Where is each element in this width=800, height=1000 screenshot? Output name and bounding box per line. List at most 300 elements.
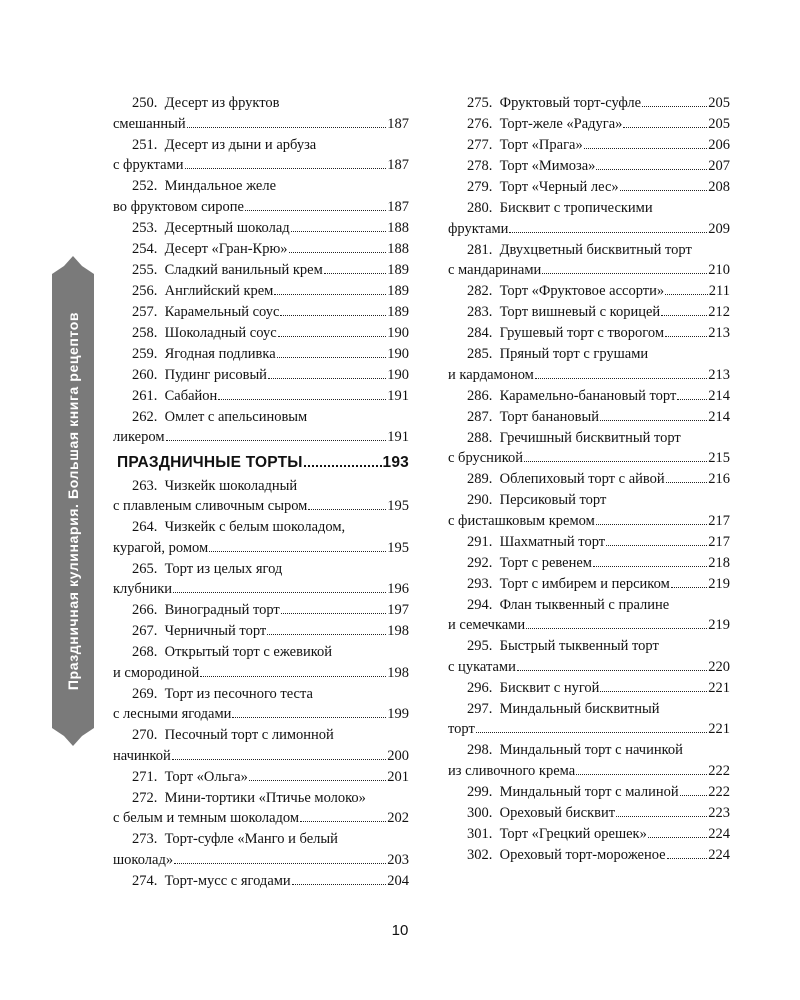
toc-entry[interactable] (113, 365, 409, 386)
entry-second-line (113, 496, 409, 517)
toc-entry[interactable] (113, 260, 409, 281)
entry-page: 196 (387, 581, 409, 597)
toc-entry[interactable] (113, 93, 409, 134)
entry-text-continued: во фруктовом сиропе (113, 198, 244, 215)
entry-page: 224 (708, 825, 730, 842)
entry-page: 197 (387, 602, 409, 618)
entry-number: 278. (467, 158, 493, 174)
entry-page: 208 (708, 179, 730, 195)
dot-leader (542, 273, 707, 274)
dot-leader (280, 315, 386, 316)
entry-text: Миндальное желе (164, 178, 277, 194)
entry-second-line (448, 260, 730, 281)
entry-title (467, 156, 595, 177)
entry-second-line (448, 615, 730, 636)
dot-leader (666, 482, 708, 483)
entry-page: 198 (387, 623, 409, 639)
entry-page: 205 (708, 95, 730, 111)
entry-title (467, 135, 583, 156)
entry-number: 268. (132, 644, 158, 660)
entry-page: 222 (708, 783, 730, 800)
entry-text: Песочный торт с лимонной (164, 727, 334, 743)
dot-leader (267, 634, 386, 635)
dot-leader (623, 127, 707, 128)
dot-leader (665, 294, 708, 295)
entry-number: 295. (467, 638, 493, 654)
dot-leader (671, 587, 707, 588)
entry-page: 189 (387, 303, 409, 320)
dot-leader (584, 148, 708, 149)
entry-text: Миндальный бисквитный (499, 700, 660, 717)
page-number: 10 (391, 922, 409, 939)
entry-first-line (113, 642, 409, 663)
entry-number: 294. (467, 596, 493, 613)
dot-leader (600, 420, 707, 421)
dot-leader (596, 169, 707, 170)
dot-leader (187, 127, 387, 128)
entry-text: Десерт из фруктов (164, 95, 280, 111)
toc-entry[interactable] (113, 344, 409, 365)
entry-title (467, 532, 605, 553)
toc-entry[interactable] (448, 740, 730, 781)
entry-second-line (113, 663, 409, 684)
entry-title (467, 302, 660, 323)
entry-page: 188 (387, 219, 409, 236)
toc-entry[interactable] (448, 302, 730, 323)
entry-page: 201 (387, 768, 409, 785)
entry-page: 204 (387, 872, 409, 889)
entry-text-continued: смешанный (113, 115, 186, 132)
dot-leader (281, 613, 386, 614)
entry-first-line (113, 788, 409, 809)
entry-second-line (113, 579, 409, 600)
dot-leader (268, 378, 386, 379)
entry-page: 221 (708, 721, 730, 737)
toc-entry[interactable] (448, 595, 730, 636)
toc-entry[interactable] (448, 574, 730, 595)
entry-text: Торт-мусс с ягодами (164, 872, 291, 889)
toc-entry[interactable] (113, 476, 409, 517)
entry-page: 190 (387, 324, 409, 341)
toc-right-column (448, 93, 730, 866)
entry-page: 205 (708, 116, 730, 132)
dot-leader (291, 231, 387, 232)
entry-title (132, 218, 290, 239)
toc-entry[interactable] (448, 281, 730, 302)
toc-entry[interactable] (113, 517, 409, 558)
entry-text: Пудинг рисовый (164, 366, 267, 383)
entry-text: Сладкий ванильный крем (164, 261, 323, 278)
entry-number: 292. (467, 554, 493, 571)
toc-entry[interactable] (448, 803, 730, 824)
entry-text: Десертный шоколад (164, 219, 290, 236)
entry-second-line (113, 850, 409, 871)
dot-leader (476, 732, 707, 733)
dot-leader (200, 676, 386, 677)
entry-number: 259. (132, 345, 158, 362)
entry-page: 195 (387, 539, 409, 556)
entry-text: Десерт из дыни и арбуза (164, 136, 317, 153)
dot-leader (600, 691, 707, 692)
entry-text: Торт «Фруктовое ассорти» (499, 283, 665, 299)
entry-second-line (113, 155, 409, 176)
toc-entry[interactable] (113, 642, 409, 683)
entry-number: 277. (467, 137, 493, 153)
entry-page: 203 (387, 851, 409, 868)
entry-page: 214 (708, 408, 730, 425)
dot-leader (300, 821, 386, 822)
entry-page: 213 (708, 366, 730, 383)
entry-number: 257. (132, 303, 158, 320)
toc-entry[interactable] (113, 725, 409, 766)
entry-number: 266. (132, 602, 158, 618)
entry-page: 189 (387, 282, 409, 299)
entry-text: Грушевый торт с творогом (499, 325, 665, 341)
entry-page: 222 (708, 762, 730, 779)
entry-text: Ореховый торт-мороженое (499, 846, 666, 863)
entry-page: 206 (708, 137, 730, 153)
toc-entry[interactable] (448, 323, 730, 344)
entry-text: Шахматный торт (499, 533, 606, 550)
entry-text: Открытый торт с ежевикой (164, 644, 333, 660)
toc-entry[interactable] (113, 135, 409, 176)
toc-entry[interactable] (448, 407, 730, 428)
entry-title (132, 386, 217, 407)
entry-text: Торт-желе «Радуга» (499, 116, 623, 132)
entry-second-line (448, 511, 730, 532)
entry-text: Облепиховый торт с айвой (499, 471, 665, 487)
entry-title (467, 407, 599, 428)
toc-entry[interactable] (448, 532, 730, 553)
dot-leader (596, 524, 707, 525)
entry-text: Карамельно-банановый торт (499, 387, 677, 404)
entry-number: 283. (467, 304, 493, 320)
toc-entry[interactable] (113, 600, 409, 621)
entry-number: 264. (132, 519, 158, 535)
dot-leader (680, 795, 708, 796)
entry-second-line (448, 719, 730, 740)
dot-leader (524, 461, 707, 462)
entry-page: 218 (708, 554, 730, 571)
entry-second-line (113, 114, 409, 135)
entry-text: Сабайон (164, 387, 218, 404)
entry-title (467, 678, 599, 699)
entry-page: 187 (387, 198, 409, 215)
entry-page: 191 (387, 429, 409, 445)
toc-entry[interactable] (448, 135, 730, 156)
entry-text: Торт вишневый с корицей (499, 304, 661, 320)
entry-page: 212 (708, 304, 730, 320)
entry-second-line (113, 538, 409, 559)
toc-entry[interactable] (448, 428, 730, 469)
toc-left-column (113, 93, 409, 892)
entry-title (467, 323, 664, 344)
entry-title (132, 239, 288, 260)
entry-second-line (113, 746, 409, 767)
entry-number: 258. (132, 324, 158, 341)
dot-leader (304, 465, 382, 467)
entry-text: Торт банановый (499, 408, 600, 425)
entry-text-continued: с брусникой (448, 450, 524, 466)
entry-second-line (448, 761, 730, 782)
dot-leader (289, 252, 387, 253)
toc-entry[interactable] (113, 767, 409, 788)
entry-page: 210 (708, 262, 730, 278)
toc-entry[interactable] (113, 302, 409, 323)
entry-page: 223 (708, 804, 730, 821)
entry-title (467, 469, 665, 490)
entry-number: 302. (467, 846, 493, 863)
entry-number: 272. (132, 789, 158, 806)
dot-leader (677, 399, 707, 400)
entry-text: Миндальный торт с начинкой (499, 742, 683, 758)
entry-first-line (113, 725, 409, 746)
entry-text: Гречишный бисквитный торт (499, 429, 681, 446)
entry-page: 200 (387, 747, 409, 764)
entry-first-line (448, 740, 730, 761)
toc-entry[interactable] (448, 177, 730, 198)
entry-text: Миндальный торт с малиной (499, 783, 679, 800)
entry-number: 273. (132, 831, 158, 847)
entry-text: Виноградный торт (164, 602, 280, 618)
entry-page: 191 (387, 387, 409, 404)
entry-text: Ореховый бисквит (499, 804, 616, 821)
toc-entry[interactable] (113, 176, 409, 217)
toc-entry[interactable] (448, 386, 730, 407)
entry-text-continued: с плавленым сливочным сыром (113, 498, 308, 514)
entry-second-line (448, 219, 730, 240)
toc-entry[interactable] (113, 239, 409, 260)
entry-title (132, 281, 273, 302)
entry-first-line (448, 428, 730, 449)
toc-entry[interactable] (113, 218, 409, 239)
entry-title (467, 803, 615, 824)
toc-entry[interactable] (448, 636, 730, 677)
entry-title (132, 871, 291, 892)
entry-text: Омлет с апельсиновым (164, 408, 308, 425)
entry-number: 255. (132, 261, 158, 278)
entry-text-continued: шоколад» (113, 851, 174, 868)
entry-text: Шоколадный соус (164, 324, 277, 341)
entry-text: Торт из целых ягод (164, 560, 283, 577)
dot-leader (606, 545, 707, 546)
toc-section-heading[interactable] (117, 451, 409, 474)
entry-text-continued: курагой, ромом (113, 539, 209, 556)
entry-number: 285. (467, 346, 493, 362)
entry-first-line (448, 595, 730, 616)
entry-number: 286. (467, 387, 493, 404)
entry-first-line (448, 699, 730, 720)
entry-page: 214 (708, 387, 730, 404)
entry-number: 270. (132, 727, 158, 743)
entry-number: 263. (132, 477, 158, 494)
entry-number: 300. (467, 804, 493, 821)
dot-leader (218, 399, 386, 400)
toc-entry[interactable] (448, 490, 730, 531)
entry-number: 271. (132, 768, 158, 785)
toc-entry[interactable] (448, 198, 730, 239)
entry-text: Чизкейк с белым шоколадом, (164, 519, 346, 535)
entry-first-line (448, 636, 730, 657)
toc-entry[interactable] (113, 788, 409, 829)
entry-title (467, 782, 679, 803)
entry-text-continued: ликером (113, 429, 165, 445)
dot-leader (277, 357, 387, 358)
entry-first-line (113, 407, 409, 428)
dot-leader (249, 780, 386, 781)
entry-text: Торт «Ольга» (164, 768, 248, 785)
entry-text-continued: с белым и темным шоколадом (113, 810, 300, 826)
entry-text-continued: и смородиной (113, 664, 200, 681)
entry-title (132, 767, 248, 788)
toc-entry[interactable] (448, 824, 730, 845)
toc-entry[interactable] (448, 93, 730, 114)
section-page: 193 (382, 453, 409, 471)
dot-leader (172, 759, 387, 760)
entry-page: 188 (387, 240, 409, 257)
entry-text: Торт «Мимоза» (499, 158, 596, 174)
entry-text-continued: с фисташковым кремом (448, 512, 595, 529)
entry-text-continued: и кардамоном (448, 366, 534, 383)
entry-first-line (113, 476, 409, 497)
entry-title (467, 553, 592, 574)
entry-title (467, 114, 622, 135)
entry-text: Торт «Черный лес» (499, 179, 619, 195)
toc-entry[interactable] (113, 829, 409, 870)
entry-title (467, 824, 647, 845)
toc-entry[interactable] (448, 699, 730, 740)
entry-page: 220 (708, 658, 730, 675)
entry-page: 187 (387, 115, 409, 132)
entry-title (132, 302, 279, 323)
toc-entry[interactable] (448, 782, 730, 803)
entry-number: 267. (132, 623, 158, 639)
entry-number: 260. (132, 366, 158, 383)
entry-page: 189 (387, 261, 409, 278)
dot-leader (517, 670, 707, 671)
entry-second-line (448, 365, 730, 386)
entry-page: 215 (708, 450, 730, 466)
entry-text: Торт «Грецкий орешек» (499, 825, 647, 842)
entry-page: 190 (387, 366, 409, 383)
entry-text: Фруктовый торт-суфле (499, 95, 642, 111)
dot-leader (665, 336, 707, 337)
dot-leader (593, 566, 707, 567)
toc-entry[interactable] (448, 553, 730, 574)
entry-number: 256. (132, 282, 158, 299)
dot-leader (620, 190, 708, 191)
entry-title (467, 281, 664, 302)
entry-number: 251. (132, 136, 158, 153)
entry-page: 211 (708, 283, 730, 299)
entry-number: 287. (467, 408, 493, 425)
entry-second-line (448, 657, 730, 678)
entry-number: 293. (467, 575, 493, 592)
toc-entry[interactable] (113, 871, 409, 892)
toc-entry[interactable] (448, 240, 730, 281)
entry-title (467, 93, 641, 114)
entry-number: 282. (467, 283, 493, 299)
dot-leader (245, 210, 386, 211)
toc-entry[interactable] (448, 469, 730, 490)
toc-entry[interactable] (448, 678, 730, 699)
dot-leader (278, 336, 387, 337)
toc-entry[interactable] (113, 621, 409, 642)
dot-leader (292, 884, 387, 885)
entry-text: Двухцветный бисквитный торт (499, 241, 692, 258)
entry-page: 209 (708, 220, 730, 237)
toc-entry[interactable] (448, 114, 730, 135)
entry-text: Черничный торт (164, 623, 267, 639)
entry-page: 190 (387, 345, 409, 362)
entry-number: 275. (467, 95, 493, 111)
entry-number: 253. (132, 219, 158, 236)
entry-number: 265. (132, 560, 158, 577)
toc-entry[interactable] (448, 156, 730, 177)
entry-text: Торт с ревенем (499, 554, 592, 571)
entry-number: 279. (467, 179, 493, 195)
entry-text-continued: фруктами (448, 220, 509, 237)
entry-text-continued: с мандаринами (448, 262, 542, 278)
toc-entry[interactable] (113, 407, 409, 448)
dot-leader (173, 592, 386, 593)
dot-leader (232, 717, 386, 718)
entry-number: 291. (467, 533, 493, 550)
dot-leader (535, 378, 707, 379)
entry-page: 216 (708, 471, 730, 487)
entry-first-line (113, 135, 409, 156)
toc-entry[interactable] (113, 281, 409, 302)
toc-entry[interactable] (448, 344, 730, 385)
entry-text-continued: из сливочного крема (448, 762, 576, 779)
entry-title (132, 600, 280, 621)
entry-number: 280. (467, 200, 493, 216)
entry-second-line (113, 197, 409, 218)
entry-number: 299. (467, 783, 493, 800)
dot-leader (174, 863, 386, 864)
entry-number: 252. (132, 178, 158, 194)
entry-text: Английский крем (164, 282, 274, 299)
entry-page: 217 (708, 533, 730, 550)
entry-first-line (448, 490, 730, 511)
entry-text-continued: торт (448, 721, 475, 737)
entry-first-line (113, 176, 409, 197)
dot-leader (661, 315, 707, 316)
toc-entry[interactable] (113, 323, 409, 344)
dot-leader (616, 816, 707, 817)
entry-text-continued: клубники (113, 581, 173, 597)
toc-entry[interactable] (448, 845, 730, 866)
entry-number: 284. (467, 325, 493, 341)
entry-text: Чизкейк шоколадный (164, 477, 298, 494)
entry-first-line (113, 684, 409, 705)
entry-second-line (113, 427, 409, 448)
entry-first-line (113, 559, 409, 580)
dot-leader (308, 509, 386, 510)
entry-title (132, 365, 267, 386)
toc-entry[interactable] (113, 386, 409, 407)
entry-title (132, 621, 266, 642)
dot-leader (526, 628, 707, 629)
entry-text: Бисквит с нугой (499, 679, 600, 696)
entry-text: Торт из песочного теста (164, 685, 313, 702)
toc-entry[interactable] (113, 684, 409, 725)
entry-title (132, 260, 323, 281)
entry-second-line (113, 808, 409, 829)
toc-entry[interactable] (113, 559, 409, 600)
entry-second-line (448, 448, 730, 469)
entry-number: 301. (467, 825, 493, 842)
